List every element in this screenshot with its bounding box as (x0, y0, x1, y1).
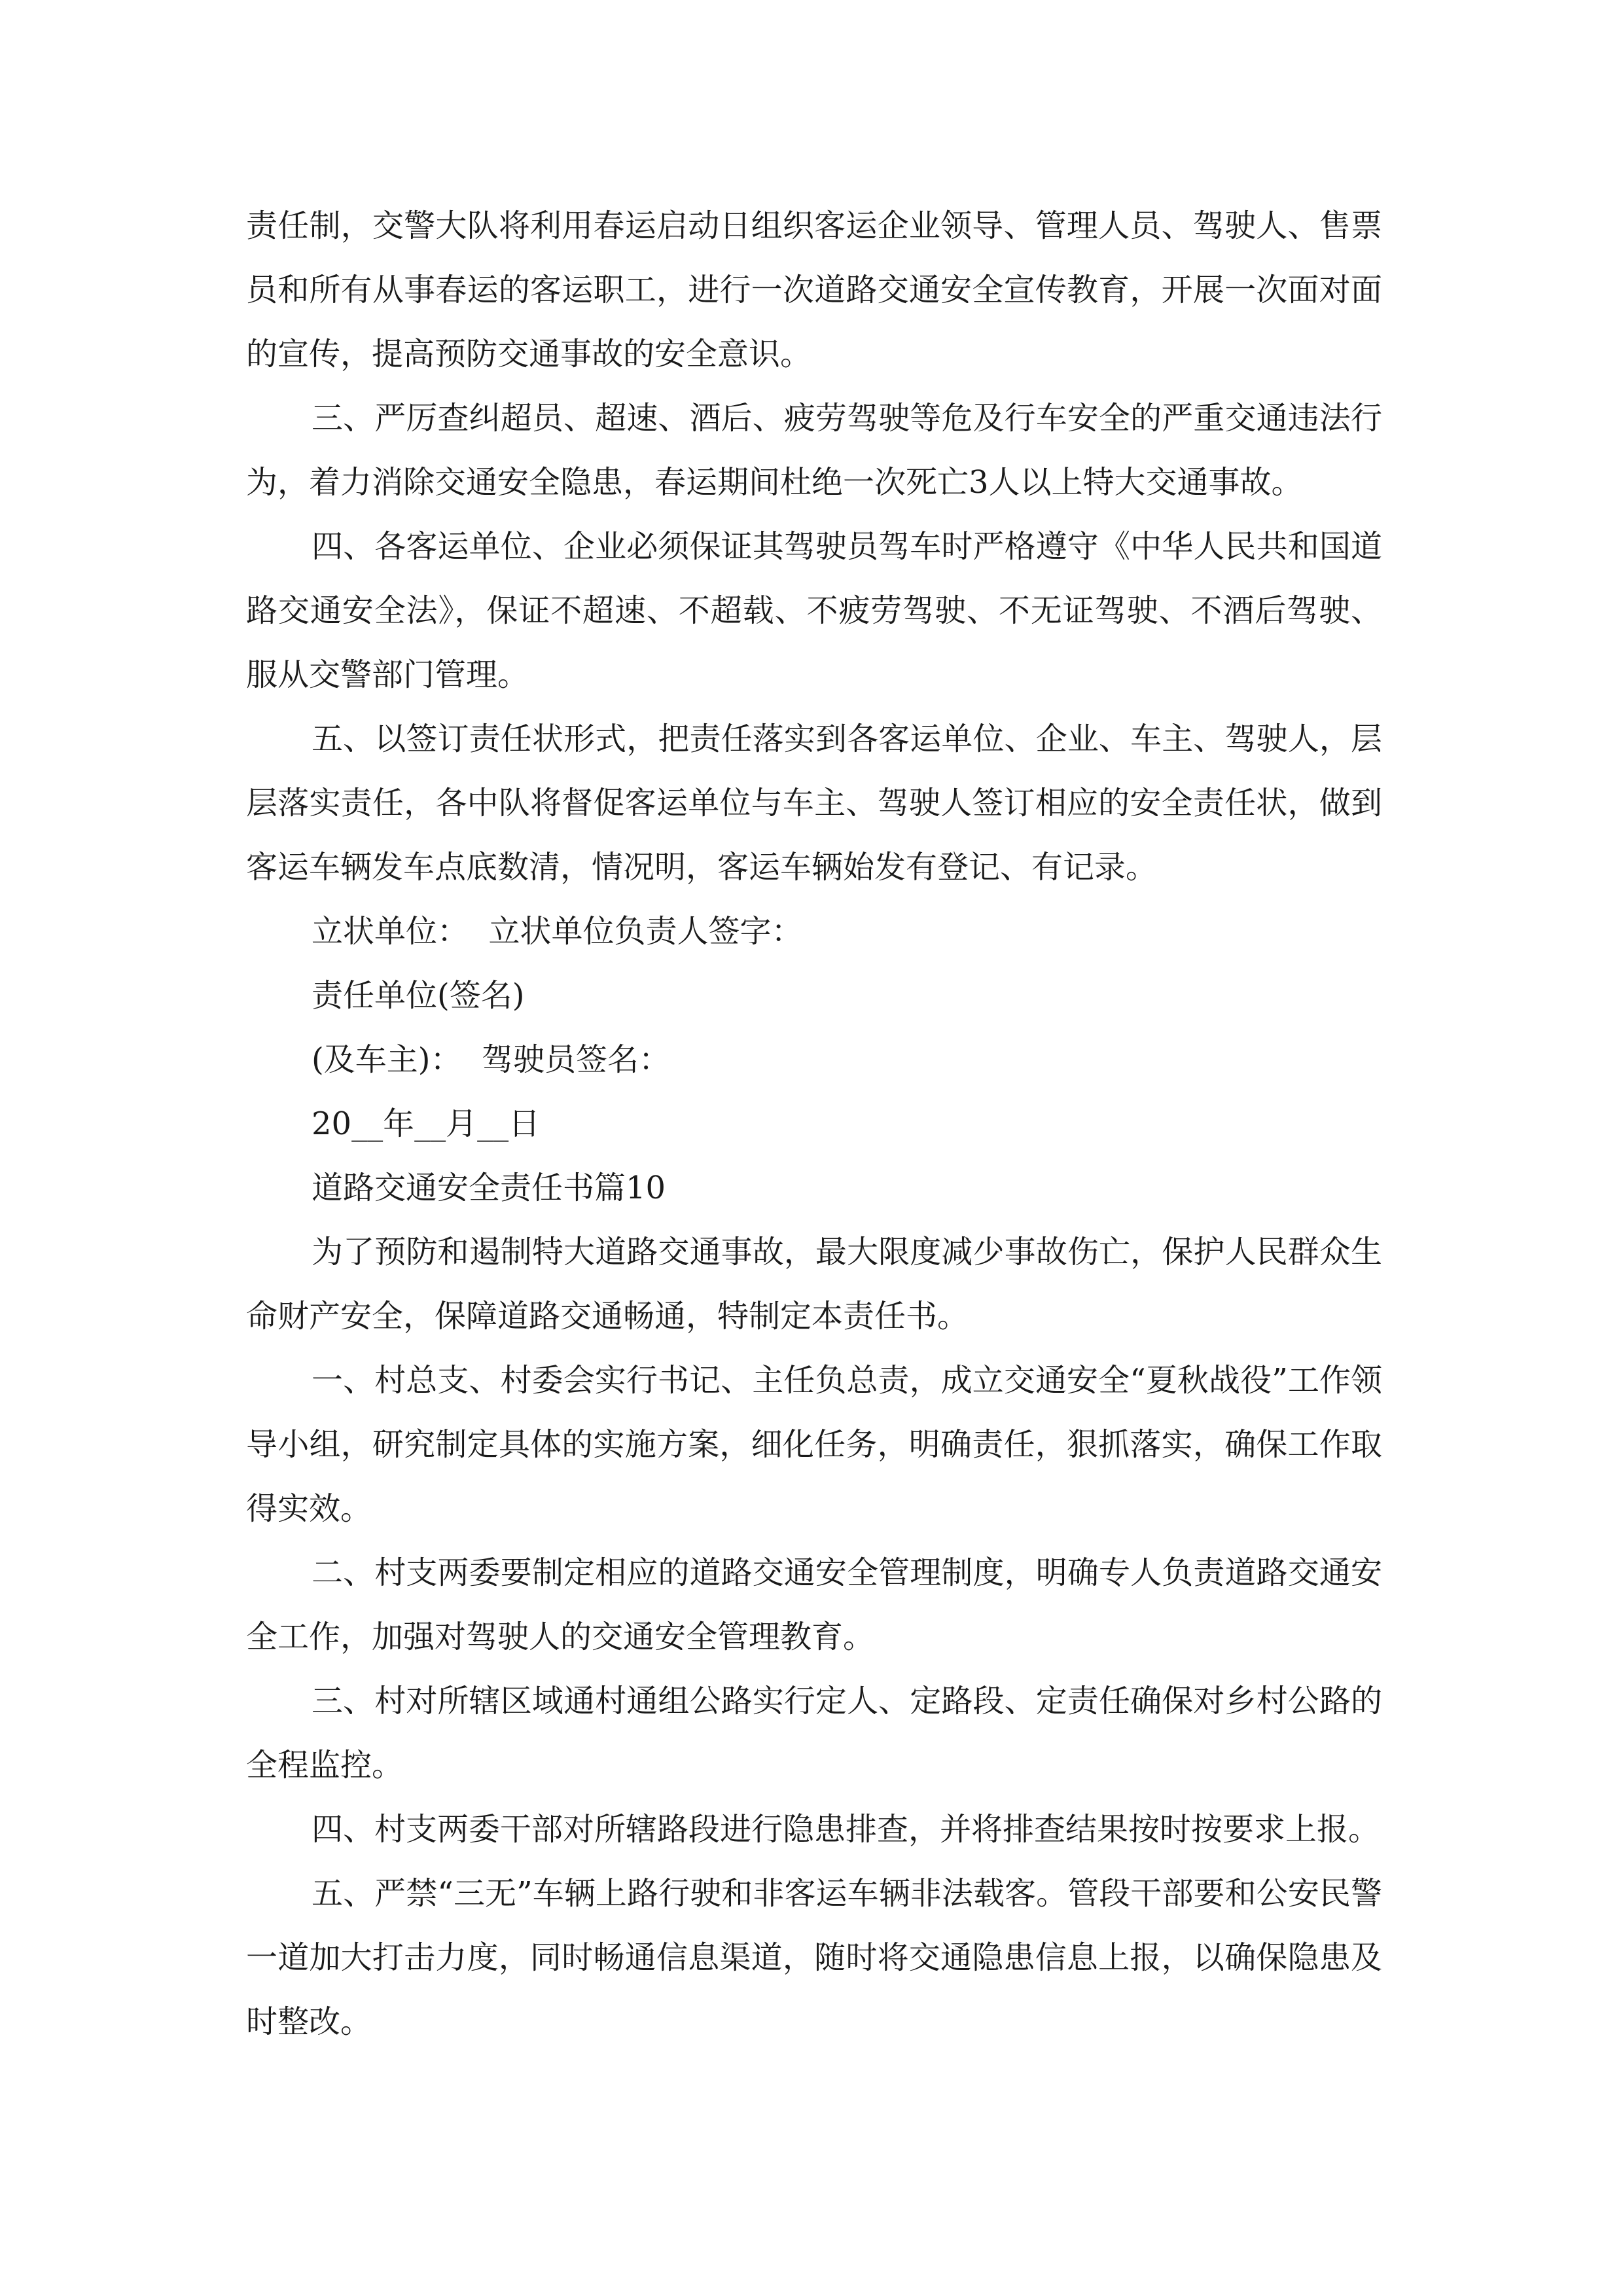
paragraph-item-2: 二、村支两委要制定相应的道路交通安全管理制度，明确专人负责道路交通安全工作，加强对驾驶人的交通安全管理教育。 (246, 1554, 1382, 1655)
paragraph-item-3b: 三、村对所辖区域通村通组公路实行定人、定路段、定责任确保对乡村公路的全程监控。 (246, 1683, 1382, 1784)
paragraph-item-1: 一、村总支、村委会实行书记、主任负总责，成立交通安全“夏秋战役”工作领导小组，研究制定具体的实施方案，细化任务，明确责任，狠抓落实，确保工作取得实效。 (246, 1362, 1382, 1527)
signature-line-driver: (及车主)： 驾驶员签名： (312, 1041, 670, 1078)
paragraph-intro: 为了预防和遏制特大道路交通事故，最大限度减少事故伤亡，保护人民群众生命财产安全，保障道路交通畅通，特制定本责任书。 (246, 1234, 1382, 1335)
signature-line-responsible-unit: 责任单位(签名) (312, 977, 525, 1014)
paragraph-item-5: 五、以签订责任状形式，把责任落实到各客运单位、企业、车主、驾驶人，层层落实责任，各中队将督促客运单位与车主、驾驶人签订相应的安全责任状，做到客运车辆发车点底数清，情况明，客运车辆始发有登记、有记录。 (246, 721, 1382, 886)
paragraph-continuation: 责任制，交警大队将利用春运启动日组织客运企业领导、管理人员、驾驶人、售票员和所有从事春运的客运职工，进行一次道路交通安全宣传教育，开展一次面对面的宣传，提高预防交通事故的安全意识。 (246, 207, 1382, 372)
signature-line-date: 20__年__月__日 (312, 1105, 541, 1142)
paragraph-item-3: 三、严厉查纠超员、超速、酒后、疲劳驾驶等危及行车安全的严重交通违法行为，着力消除交通安全隐患，春运期间杜绝一次死亡3人以上特大交通事故。 (246, 400, 1382, 501)
paragraph-item-5b: 五、严禁“三无”车辆上路行驶和非客运车辆非法载客。管段干部要和公安民警一道加大打击力度，同时畅通信息渠道，随时将交通隐患信息上报，以确保隐患及时整改。 (246, 1875, 1382, 2040)
paragraph-item-4b: 四、村支两委干部对所辖路段进行隐患排查，并将排查结果按时按要求上报。 (312, 1811, 1380, 1848)
section-heading: 道路交通安全责任书篇10 (312, 1170, 666, 1206)
paragraph-item-4: 四、各客运单位、企业必须保证其驾驶员驾车时严格遵守《中华人民共和国道路交通安全法》，保证不超速、不超载、不疲劳驾驶、不无证驾驶、不酒后驾驶、服从交警部门管理。 (246, 528, 1382, 693)
signature-line-issuer: 立状单位： 立状单位负责人签字： (312, 913, 803, 950)
document-body (246, 194, 1382, 2054)
